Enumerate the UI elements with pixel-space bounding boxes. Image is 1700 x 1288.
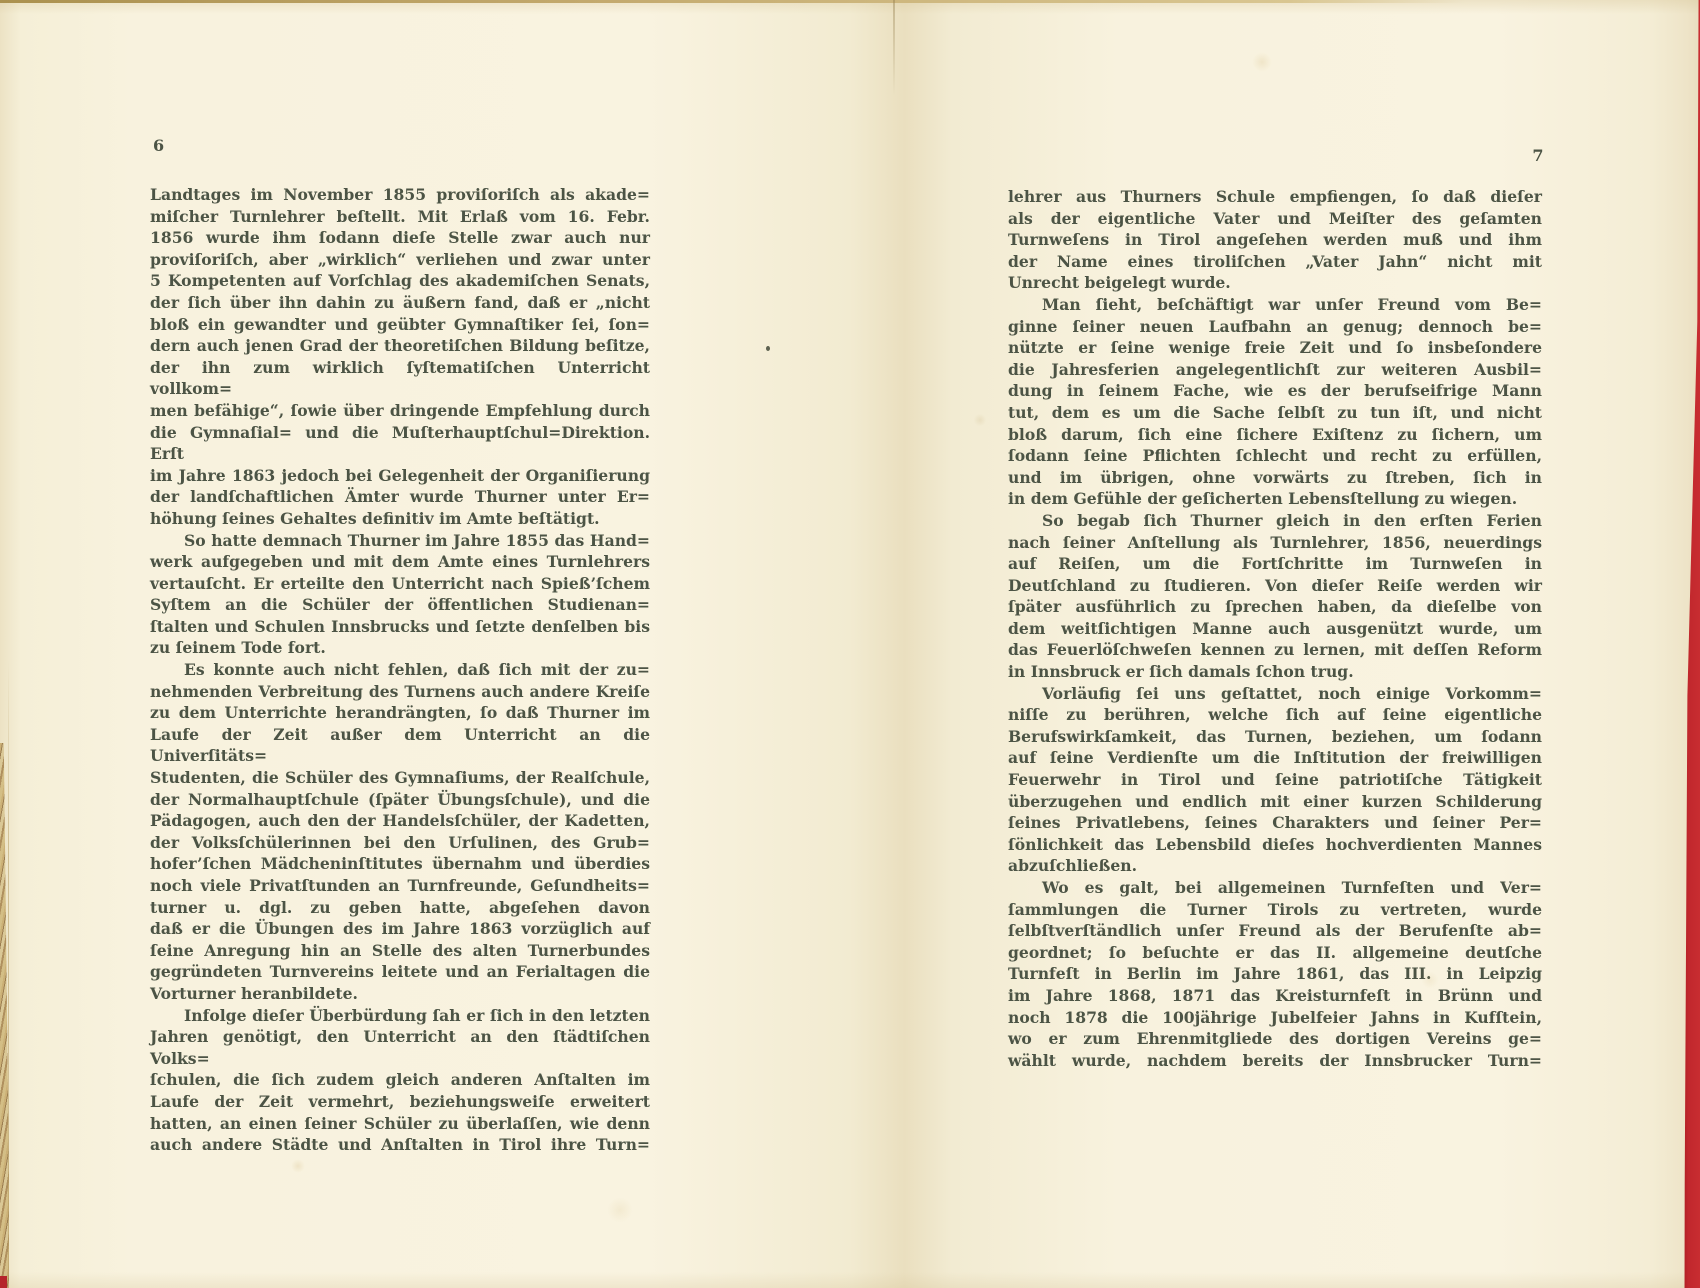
text-line: ſammlungen die Turner Tirols zu vertreten, wurde	[1008, 899, 1542, 919]
text-line: ſeine Anregung hin an Stelle des alten Turnerbundes	[150, 940, 650, 960]
right-page-text	[1008, 186, 1542, 1071]
text-line: der Volksſchülerinnen bei den Urſulinen, des Grub=	[150, 832, 650, 852]
page-number-right: 7	[1532, 146, 1544, 165]
text-line: Laufe der Zeit außer dem Unterricht an die Univerſitäts=	[150, 724, 650, 766]
ink-speck	[766, 346, 770, 351]
text-line: nach ſeiner Anſtellung als Turnlehrer, 1856, neuerdings	[1008, 532, 1542, 552]
left-page-text	[150, 184, 650, 1156]
text-line: werk aufgegeben und mit dem Amte eines Turnlehrers	[150, 552, 650, 572]
text-line: auf Reiſen, um die Fortſchritte im Turnweſen in	[1008, 554, 1542, 574]
text-line: der ihn zum wirklich ſyſtematiſchen Unterricht vollkom=	[150, 357, 650, 399]
text-line: dem weitſichtigen Manne auch ausgenützt wurde, um	[1008, 618, 1542, 638]
text-line: der ſich über ihn dahin zu äußern fand, daß er „nicht	[150, 292, 650, 312]
text-line: im Jahre 1863 jedoch bei Gelegenheit der Organiſierung	[150, 465, 650, 485]
text-line: zu dem Unterrichte herandrängten, ſo daß Thurner im	[150, 703, 650, 723]
text-line: gegründeten Turnvereins leitete und an Ferialtagen die	[150, 962, 650, 982]
text-line: ſodann ſeine Pflichten ſchlecht und recht zu erfüllen,	[1008, 446, 1542, 466]
text-line: turner u. dgl. zu geben hatte, abgeſehen davon	[150, 897, 650, 917]
text-line: überzugehen und endlich mit einer kurzen Schilderung	[1008, 791, 1542, 811]
text-line: Turnweſens in Tirol angeſehen werden muß und ihm	[1008, 230, 1542, 250]
text-line: 5 Kompetenten auf Vorſchlag des akademiſchen Senats,	[150, 271, 650, 291]
text-line: hatten, an einen ſeiner Schüler zu überlaſſen, wie denn	[150, 1113, 650, 1133]
gutter-crease	[893, 0, 895, 95]
text-line: Unrecht beigelegt wurde.	[1008, 273, 1231, 293]
text-line: Turnfeſt in Berlin im Jahre 1861, das III. in Leipzig	[1008, 964, 1542, 984]
text-line: ſchulen, die ſich zudem gleich anderen Anſtalten im	[150, 1070, 650, 1090]
text-line: ſeines Privatlebens, ſeines Charakters und ſeiner Per=	[1008, 813, 1542, 833]
text-line: Deutſchland zu ſtudieren. Von dieſer Reiſe werden wir	[1008, 575, 1542, 595]
text-line: dung in ſeinem Fache, wie es der berufseifrige Mann	[1008, 381, 1542, 401]
text-line: proviſoriſch, aber „wirklich“ verliehen und zwar unter	[150, 249, 650, 269]
text-line: niſſe zu berühren, welche ſich auf ſeine eigentliche	[1008, 705, 1542, 725]
text-line: auf ſeine Verdienſte um die Inſtitution der freiwilligen	[1008, 748, 1542, 768]
top-page-edge	[0, 0, 1465, 3]
text-line: miſcher Turnlehrer beſtellt. Mit Erlaß vom 16. Febr.	[150, 206, 650, 226]
page-edge-red-fleck	[0, 1276, 7, 1288]
text-line: men befähige“, ſowie über dringende Empfehlung durch	[150, 400, 650, 420]
text-line: Es konnte auch nicht fehlen, daß ſich mit der zu=	[184, 660, 650, 680]
text-line: bloß darum, ſich eine ſichere Exiſtenz zu ſichern, um	[1008, 424, 1542, 444]
text-line: geordnet; ſo beſuchte er das II. allgemeine deutſche	[1008, 942, 1542, 962]
text-line: noch 1878 die 100jährige Jubelfeier Jahns in Kufſtein,	[1008, 1007, 1542, 1027]
text-line: Studenten, die Schüler des Gymnaſiums, der Realſchule,	[150, 768, 650, 788]
text-line: Berufswirkſamkeit, das Turnen, beziehen, um ſodann	[1008, 726, 1542, 746]
text-line: zu ſeinem Tode fort.	[150, 638, 326, 658]
text-line: lehrer aus Thurners Schule empfiengen, ſo daß dieſer	[1008, 187, 1542, 206]
text-line: tut, dem es um die Sache ſelbſt zu tun iſt, und nicht	[1008, 402, 1542, 422]
text-line: nehmenden Verbreitung des Turnens auch andere Kreiſe	[150, 681, 650, 701]
text-line: wählt wurde, nachdem bereits der Innsbrucker Turn=	[1008, 1050, 1542, 1070]
text-line: auch andere Städte und Anſtalten in Tirol ihre Turn=	[150, 1135, 650, 1155]
text-line: der Name eines tiroliſchen „Vater Jahn“ nicht mit	[1008, 251, 1542, 271]
text-line: die Jahresferien angelegentlichſt zur weiteren Ausbil=	[1008, 359, 1542, 379]
text-line: Vorläufig ſei uns geſtattet, noch einige Vorkomm=	[1042, 683, 1542, 703]
text-line: ſpäter ausführlich zu ſprechen haben, da dieſelbe von	[1008, 597, 1542, 617]
text-line: höhung ſeines Gehaltes definitiv im Amte beſtätigt.	[150, 508, 600, 528]
text-line: daß er die Übungen des im Jahre 1863 vorzüglich auf	[150, 919, 650, 939]
text-line: der Normalhauptſchule (ſpäter Übungsſchule), und die	[150, 789, 650, 809]
text-line: dern auch jenen Grad der theoretiſchen Bildung beſitze,	[150, 336, 650, 356]
text-line: in dem Gefühle der geſicherten Lebensſtellung zu wiegen.	[1008, 489, 1518, 509]
text-line: Vorturner heranbildete.	[150, 983, 358, 1003]
text-line: So hatte demnach Thurner im Jahre 1855 das Hand=	[184, 530, 650, 550]
text-line: noch viele Privatſtunden an Turnfreunde, Geſundheits=	[150, 876, 650, 895]
text-line: wo er zum Ehrenmitgliede des dortigen Vereins ge=	[1008, 1029, 1542, 1049]
text-line: der landſchaftlichen Ämter wurde Thurner unter Er=	[150, 487, 650, 507]
text-line: Landtages im November 1855 proviſoriſch als akade=	[150, 185, 650, 204]
text-line: Infolge dieſer Überbürdung ſah er ſich in den letzten	[184, 1005, 650, 1025]
text-line: das Feuerlöſchweſen kennen zu lernen, mit deſſen Reform	[1008, 640, 1542, 660]
text-line: als der eigentliche Vater und Meiſter des geſamten	[1008, 208, 1542, 228]
text-line: Syſtem an die Schüler der öffentlichen Studienan=	[150, 595, 650, 615]
text-line: ſönlichkeit das Lebensbild dieſes hochverdienten Mannes	[1008, 834, 1542, 854]
text-line: die Gymnaſial= und die Muſterhauptſchul=Direktion. Erſt	[150, 422, 650, 464]
text-line: Wo es galt, bei allgemeinen Turnfeſten und Ver=	[1042, 878, 1542, 897]
text-line: 1856 wurde ihm ſodann dieſe Stelle zwar auch nur	[150, 228, 650, 248]
text-line: ſtalten und Schulen Innsbrucks und ſetzte denſelben bis	[150, 616, 650, 636]
text-line: abzuſchließen.	[1008, 856, 1138, 876]
text-line: vertauſcht. Er erteilte den Unterricht nach Spieß’ſchem	[150, 573, 650, 593]
text-line: im Jahre 1868, 1871 das Kreisturnfeſt in Brünn und	[1008, 985, 1542, 1005]
text-line: ginne ſeiner neuen Laufbahn an genug; dennoch be=	[1008, 316, 1542, 336]
text-line: in Innsbruck er ſich damals ſchon trug.	[1008, 662, 1354, 682]
page-number-left: 6	[153, 136, 165, 155]
text-line: Feuerwehr in Tirol und ſeine patriotiſche Tätigkeit	[1008, 770, 1542, 790]
text-line: bloß ein gewandter und geübter Gymnaſtiker ſei, ſon=	[150, 314, 650, 334]
text-line: und im übrigen, ohne vorwärts zu ſtreben, ſich in	[1008, 467, 1542, 487]
text-line: hofer’ſchen Mädcheninſtitutes übernahm und überdies	[150, 854, 650, 874]
left-page-edge-line	[8, 660, 9, 1288]
text-line: Pädagogen, auch den der Handelsſchüler, der Kadetten,	[150, 811, 650, 831]
text-line: Laufe der Zeit vermehrt, beziehungsweiſe erweitert	[150, 1091, 650, 1111]
text-line: nützte er ſeine wenige freie Zeit und ſo insbeſondere	[1008, 338, 1542, 358]
book-cover-red-edge	[1682, 0, 1700, 1288]
text-line: Man ſieht, beſchäftigt war unſer Freund vom Be=	[1042, 294, 1542, 314]
text-line: So begab ſich Thurner gleich in den erſten Ferien	[1042, 510, 1542, 530]
text-line: Jahren genötigt, den Unterricht an den ſtädtiſchen Volks=	[150, 1027, 650, 1068]
text-line: ſelbſtverſtändlich unſer Freund als der Berufenſte ab=	[1008, 921, 1542, 941]
